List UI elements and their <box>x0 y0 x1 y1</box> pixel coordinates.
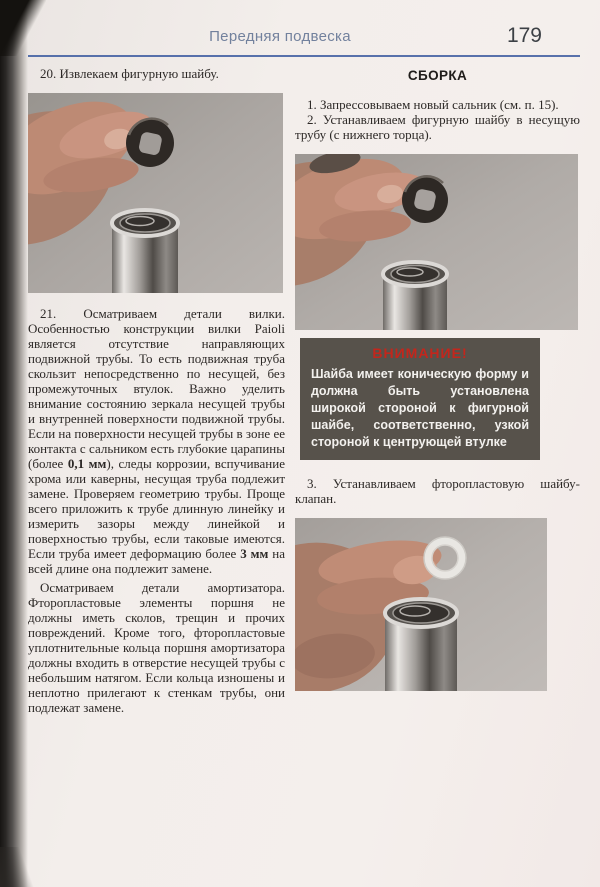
photo-removing-figured-washer <box>28 93 283 293</box>
figured-washer <box>126 119 174 167</box>
step-3-text: 3. Устанавливаем фторопластовую шайбу-клапан. <box>295 476 580 506</box>
para-fork-inspection-seg3: на всей длине она подлежит замене. <box>28 546 286 576</box>
book-gutter-shadow-top <box>0 0 46 56</box>
para-damper-inspection: Осматриваем детали амортизатора. Фторопластовые элементы поршня не должны иметь сколов, трещин и прочих повреждений. Кроме того, фторопластовые уплотнительные кольца поршня амортизатора должны входить в отверстие несущей трубы с небольшим натягом. Если кольца изношены и неплотно прилегают к стенкам трубы, они подлежат замене. <box>28 580 285 715</box>
assembly-section-heading: СБОРКА <box>407 68 468 83</box>
photo-installing-figured-washer <box>295 154 578 330</box>
photo-installing-ptfe-valve-washer <box>295 518 547 691</box>
page-number: 179 <box>506 24 542 47</box>
para-fork-inspection <box>28 306 285 576</box>
header-rule <box>28 55 580 57</box>
left-column <box>28 66 285 719</box>
right-column <box>295 66 580 691</box>
warning-box <box>300 338 540 460</box>
para-fork-inspection-seg1: 21. Осматриваем детали вилки. Особенностью конструкции вилки Paioli является отсутствие направляющих подвижной трубы. То есть подвижная труба скользит непосредственно по несущей, без промежуточных втулок. Важно уделить внимание состоянию зеркала несущей трубы и внутренней поверхности подвижной трубы. Если на поверхности несущей трубы в зоне ее контакта с сальником есть глубокие царапины (более <box>28 306 285 471</box>
warning-title: ВНИМАНИЕ! <box>372 345 468 361</box>
fork-tube <box>112 210 178 293</box>
book-gutter-shadow <box>0 0 28 887</box>
fork-tube <box>383 262 447 330</box>
step-20-text: 20. Извлекаем фигурную шайбу. <box>40 66 219 81</box>
fork-tube <box>385 599 457 691</box>
running-header-title: Передняя подвеска <box>209 28 351 45</box>
book-gutter-shadow-bottom <box>0 847 34 887</box>
step-1-text: 1. Запрессовываем новый сальник (см. п. 15). <box>307 97 559 112</box>
para-fork-inspection-seg2: ), следы коррозии, вспучивание хрома или каверны, несущая труба подлежит замене. Проверяем геометрию трубы. Проще всего приложить к трубе длинную линейку и измерить зазоры между линейкой и поверхностью трубы, если таковые имеются. Если труба имеет деформацию более <box>28 456 285 561</box>
tolerance-value-3mm: 3 мм <box>240 546 269 561</box>
warning-body-text: Шайба имеет коническую форму и должна быть установлена широкой стороной к фигурной шайбе, соответственно, узкой стороной к центрующей втулке <box>311 367 529 449</box>
step-2-text: 2. Устанавливаем фигурную шайбу в несущую трубу (с нижнего торца). <box>295 112 580 142</box>
tolerance-value-01mm: 0,1 мм <box>67 456 107 471</box>
